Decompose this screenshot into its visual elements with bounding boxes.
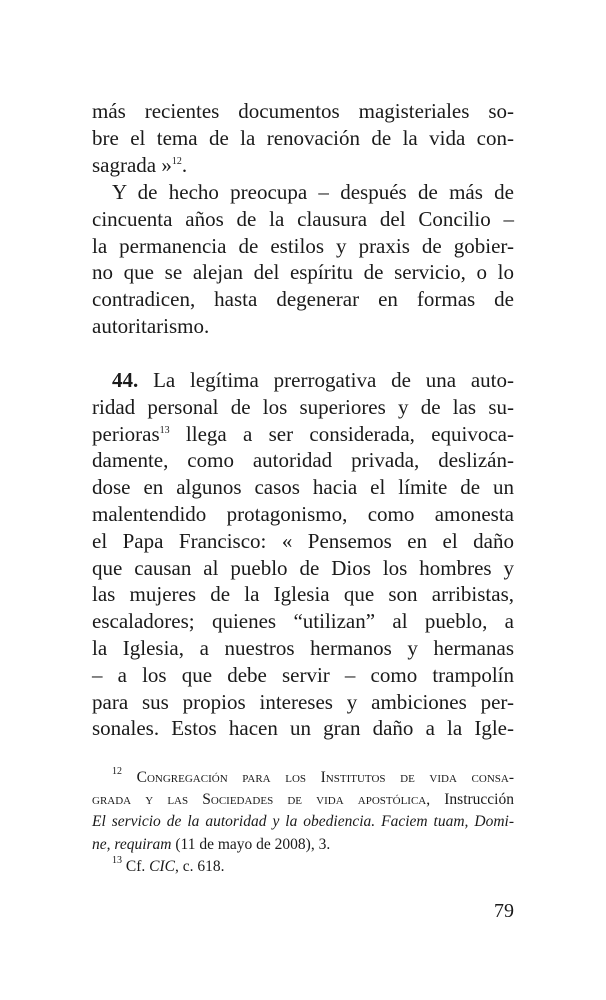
footnote-text: (11 de mayo de 2008), 3. <box>171 835 331 853</box>
text-line <box>92 421 514 448</box>
footnotes <box>92 767 514 878</box>
text-line: contradicen, hasta degenerar en formas de <box>92 287 514 312</box>
footnote-ref-12: 12 <box>171 155 182 167</box>
footnote-12-line <box>92 789 514 811</box>
text-fragment: . <box>181 152 188 177</box>
footnote-text: , c. 618. <box>174 857 225 875</box>
paragraph-continuation <box>92 98 514 178</box>
footnote-text: Congregación para los Institutos de vida consa- <box>136 769 515 786</box>
paragraph-44 <box>92 367 514 742</box>
text-line: no que se alejan del espíritu de servicio, o lo <box>92 260 514 285</box>
text-line: malentendido protagonismo, como amonesta <box>92 501 514 526</box>
text-line: escaladores; quienes “utilizan” al pueblo, a <box>92 609 514 634</box>
text-line: sonales. Estos hacen un gran daño a la Igle- <box>92 716 514 741</box>
paragraph-concern <box>92 179 514 340</box>
text-line: bre el tema de la renovación de la vida con- <box>92 125 514 150</box>
text-fragment: llega a ser considerada, equivoca- <box>185 421 514 446</box>
text-fragment: perioras <box>92 421 160 446</box>
page-number: 79 <box>494 900 514 922</box>
text-line: más recientes documentos magisteriales so- <box>92 99 514 123</box>
text-line: las mujeres de la Iglesia que son arribistas, <box>92 582 514 607</box>
footnote-number-13: 13 <box>112 854 122 866</box>
footnote-title-italic: ne, requiram <box>92 835 172 853</box>
text-line: cincuenta años de la clausura del Concilio – <box>92 206 514 231</box>
text-fragment: sagrada » <box>92 152 172 177</box>
text-line: Y de hecho preocupa – después de más de <box>112 180 514 204</box>
footnote-text: Cf. <box>125 857 150 875</box>
text-line: la Iglesia, a nuestros hermanos y hermanas <box>92 635 514 660</box>
text-line <box>92 367 514 394</box>
text-line: para sus propios intereses y ambiciones per- <box>92 689 514 714</box>
text-line: ridad personal de los superiores y de las su- <box>92 394 514 419</box>
text-line: autoritarismo. <box>92 313 210 338</box>
text-line: dose en algunos casos hacia el límite de un <box>92 475 514 500</box>
text-line <box>92 152 514 179</box>
footnote-13-line <box>92 856 514 878</box>
text-line: que causan al pueblo de Dios los hombres y <box>92 555 514 580</box>
paragraph-number: 44. <box>112 368 139 392</box>
footnote-12-line <box>92 767 514 789</box>
footnote-12-line <box>92 834 514 856</box>
footnote-number-12: 12 <box>112 766 122 777</box>
text-line: damente, como autoridad privada, deslizán- <box>92 448 514 473</box>
text-line: – a los que debe servir – como trampolín <box>92 662 514 687</box>
footnote-text: , Instrucción <box>426 791 514 809</box>
footnote-ref-13: 13 <box>159 424 170 436</box>
footnote-title-italic: El servicio de la autoridad y la obediencia. Faciem tuam, Domi- <box>92 813 514 831</box>
text-line: el Papa Francisco: « Pensemos en el daño <box>92 528 514 553</box>
text-line: la permanencia de estilos y praxis de gobier- <box>92 233 514 258</box>
footnote-abbrev-italic: CIC <box>149 857 175 875</box>
footnote-12-line <box>92 811 514 833</box>
text-fragment: La legítima prerrogativa de una auto- <box>153 368 514 392</box>
footnote-text: grada y las Sociedades de vida apostólica <box>92 791 427 809</box>
